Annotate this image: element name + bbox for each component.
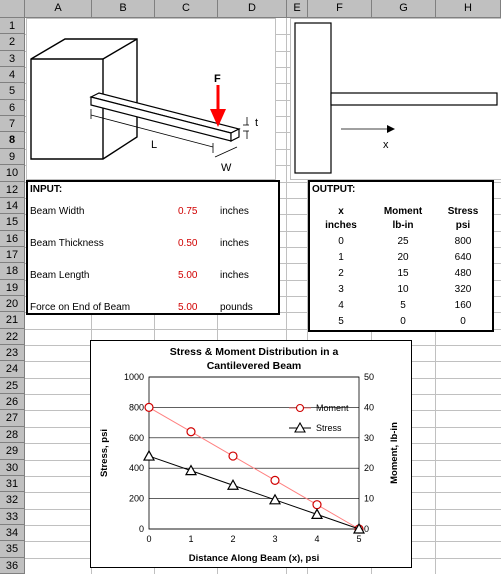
row-header-33[interactable]: 33 bbox=[0, 509, 25, 525]
x-axis-label: x bbox=[383, 139, 389, 151]
stress-point bbox=[186, 466, 196, 475]
row-header-23[interactable]: 23 bbox=[0, 345, 25, 361]
input-value[interactable]: 0.50 bbox=[178, 238, 198, 249]
legend-label: Stress bbox=[316, 423, 342, 433]
row-header-1[interactable]: 1 bbox=[0, 18, 25, 34]
row-header-7[interactable]: 7 bbox=[0, 116, 25, 132]
input-title: INPUT: bbox=[30, 184, 63, 195]
row-header-35[interactable]: 35 bbox=[0, 541, 25, 557]
input-panel bbox=[26, 180, 280, 315]
row-header-21[interactable]: 21 bbox=[0, 312, 25, 328]
side-view-diagram bbox=[290, 18, 501, 180]
y-tick-label: 200 bbox=[128, 493, 144, 504]
column-header-C[interactable]: C bbox=[155, 0, 218, 18]
column-header-D[interactable]: D bbox=[218, 0, 287, 18]
output-cell: 2 bbox=[338, 268, 344, 279]
row-header-20[interactable]: 20 bbox=[0, 296, 25, 312]
row-header-8[interactable]: 8 bbox=[0, 132, 25, 148]
x-tick-label: 2 bbox=[230, 534, 236, 544]
row-header-28[interactable]: 28 bbox=[0, 427, 25, 443]
row-header-18[interactable]: 18 bbox=[0, 263, 25, 279]
side-view-drawing bbox=[291, 19, 501, 179]
moment-point bbox=[271, 476, 279, 484]
output-cell: 320 bbox=[454, 284, 472, 295]
force-label: F bbox=[214, 73, 221, 85]
y-tick-label: 400 bbox=[128, 463, 144, 474]
row-header-6[interactable]: 6 bbox=[0, 100, 25, 116]
input-unit: inches bbox=[220, 238, 249, 249]
x-tick-label: 3 bbox=[272, 534, 278, 544]
y-tick-label: 1000 bbox=[123, 372, 144, 382]
output-header: x bbox=[338, 206, 344, 217]
row-header-24[interactable]: 24 bbox=[0, 361, 25, 377]
row-header-16[interactable]: 16 bbox=[0, 231, 25, 247]
y2-tick-label: 10 bbox=[364, 493, 375, 504]
row-header-30[interactable]: 30 bbox=[0, 460, 25, 476]
input-label: Beam Width bbox=[30, 206, 85, 217]
output-cell: 4 bbox=[338, 300, 344, 311]
stress-point bbox=[270, 495, 280, 504]
row-header-19[interactable]: 19 bbox=[0, 280, 25, 296]
input-label: Beam Thickness bbox=[30, 238, 104, 249]
output-header: inches bbox=[325, 220, 357, 231]
y2-tick-label: 0 bbox=[364, 524, 370, 534]
output-header: Stress bbox=[447, 206, 479, 217]
plot-area bbox=[149, 377, 359, 529]
y-axis-title: Stress, psi bbox=[99, 428, 110, 478]
input-value[interactable]: 0.75 bbox=[178, 206, 198, 217]
output-cell: 5 bbox=[338, 316, 344, 327]
y2-tick-label: 40 bbox=[364, 402, 375, 413]
y-tick-label: 800 bbox=[128, 402, 144, 413]
legend-marker bbox=[297, 405, 304, 412]
stress-moment-chart[interactable] bbox=[90, 340, 412, 568]
stress-point bbox=[144, 451, 154, 460]
select-all-corner[interactable] bbox=[0, 0, 25, 18]
y-tick-label: 600 bbox=[128, 432, 144, 443]
output-cell: 25 bbox=[397, 236, 409, 247]
input-unit: pounds bbox=[220, 302, 253, 313]
stress-point bbox=[312, 509, 322, 518]
x-tick-label: 4 bbox=[314, 534, 320, 544]
row-header-5[interactable]: 5 bbox=[0, 83, 25, 99]
output-cell: 640 bbox=[454, 252, 472, 263]
output-cell: 3 bbox=[338, 284, 344, 295]
output-cell: 15 bbox=[397, 268, 409, 279]
row-header-25[interactable]: 25 bbox=[0, 378, 25, 394]
output-header: psi bbox=[455, 220, 471, 231]
series-line-stress bbox=[149, 456, 359, 529]
column-header-A[interactable]: A bbox=[25, 0, 92, 18]
row-header-31[interactable]: 31 bbox=[0, 476, 25, 492]
x-tick-label: 1 bbox=[188, 534, 194, 544]
column-header-G[interactable]: G bbox=[372, 0, 436, 18]
output-cell: 0 bbox=[400, 316, 406, 327]
output-header: lb-in bbox=[392, 220, 414, 231]
chart-title-line: Cantilevered Beam bbox=[206, 360, 302, 372]
moment-point bbox=[313, 501, 321, 509]
column-header-H[interactable]: H bbox=[436, 0, 501, 18]
output-cell: 1 bbox=[338, 252, 344, 263]
input-unit: inches bbox=[220, 206, 249, 217]
y2-axis-title: Moment, lb-in bbox=[389, 422, 400, 484]
row-header-22[interactable]: 22 bbox=[0, 329, 25, 345]
column-header-E[interactable]: E bbox=[287, 0, 308, 18]
output-cell: 480 bbox=[454, 268, 472, 279]
row-header-27[interactable]: 27 bbox=[0, 410, 25, 426]
input-value[interactable]: 5.00 bbox=[178, 270, 198, 281]
output-title: OUTPUT: bbox=[312, 184, 356, 195]
row-header-32[interactable]: 32 bbox=[0, 492, 25, 508]
output-cell: 160 bbox=[454, 300, 472, 311]
input-unit: inches bbox=[220, 270, 249, 281]
x-tick-label: 5 bbox=[356, 534, 362, 544]
column-header-B[interactable]: B bbox=[92, 0, 155, 18]
output-panel bbox=[308, 180, 494, 332]
y2-tick-label: 20 bbox=[364, 463, 375, 474]
input-label: Beam Length bbox=[30, 270, 90, 281]
row-header-14[interactable]: 14 bbox=[0, 198, 25, 214]
y2-tick-label: 30 bbox=[364, 432, 375, 443]
output-cell: 0 bbox=[338, 236, 344, 247]
thickness-label: t bbox=[255, 117, 259, 129]
length-label: L bbox=[151, 139, 158, 151]
row-header-29[interactable]: 29 bbox=[0, 443, 25, 459]
row-header-36[interactable]: 36 bbox=[0, 558, 25, 574]
row-header-3[interactable]: 3 bbox=[0, 51, 25, 67]
row-header-26[interactable]: 26 bbox=[0, 394, 25, 410]
width-label: W bbox=[221, 162, 232, 174]
moment-point bbox=[145, 403, 153, 411]
stress-point bbox=[228, 480, 238, 489]
chart-svg bbox=[91, 341, 411, 567]
row-header-10[interactable]: 10 bbox=[0, 165, 25, 181]
row-header-15[interactable]: 15 bbox=[0, 214, 25, 230]
row-header-9[interactable]: 9 bbox=[0, 149, 25, 165]
output-cell: 800 bbox=[454, 236, 472, 247]
y2-tick-label: 50 bbox=[364, 372, 375, 382]
row-header-2[interactable]: 2 bbox=[0, 34, 25, 50]
input-value[interactable]: 5.00 bbox=[178, 302, 198, 313]
row-header-17[interactable]: 17 bbox=[0, 247, 25, 263]
moment-point bbox=[187, 428, 195, 436]
x-tick-label: 0 bbox=[146, 534, 152, 544]
legend-label: Moment bbox=[316, 403, 349, 413]
chart-title-line: Stress & Moment Distribution in a bbox=[169, 346, 339, 358]
output-header: Moment bbox=[383, 206, 423, 217]
input-label: Force on End of Beam bbox=[30, 302, 131, 313]
beam-diagram-drawing bbox=[27, 19, 275, 179]
y-tick-label: 0 bbox=[138, 524, 144, 534]
column-header-F[interactable]: F bbox=[308, 0, 372, 18]
output-cell: 20 bbox=[397, 252, 409, 263]
x-axis-title: Distance Along Beam (x), psi bbox=[188, 553, 320, 564]
beam-diagram bbox=[26, 18, 276, 180]
output-cell: 0 bbox=[460, 316, 466, 327]
moment-point bbox=[229, 452, 237, 460]
row-header-34[interactable]: 34 bbox=[0, 525, 25, 541]
row-header-12[interactable]: 12 bbox=[0, 182, 25, 198]
row-header-4[interactable]: 4 bbox=[0, 67, 25, 83]
output-cell: 5 bbox=[400, 300, 406, 311]
output-cell: 10 bbox=[397, 284, 409, 295]
